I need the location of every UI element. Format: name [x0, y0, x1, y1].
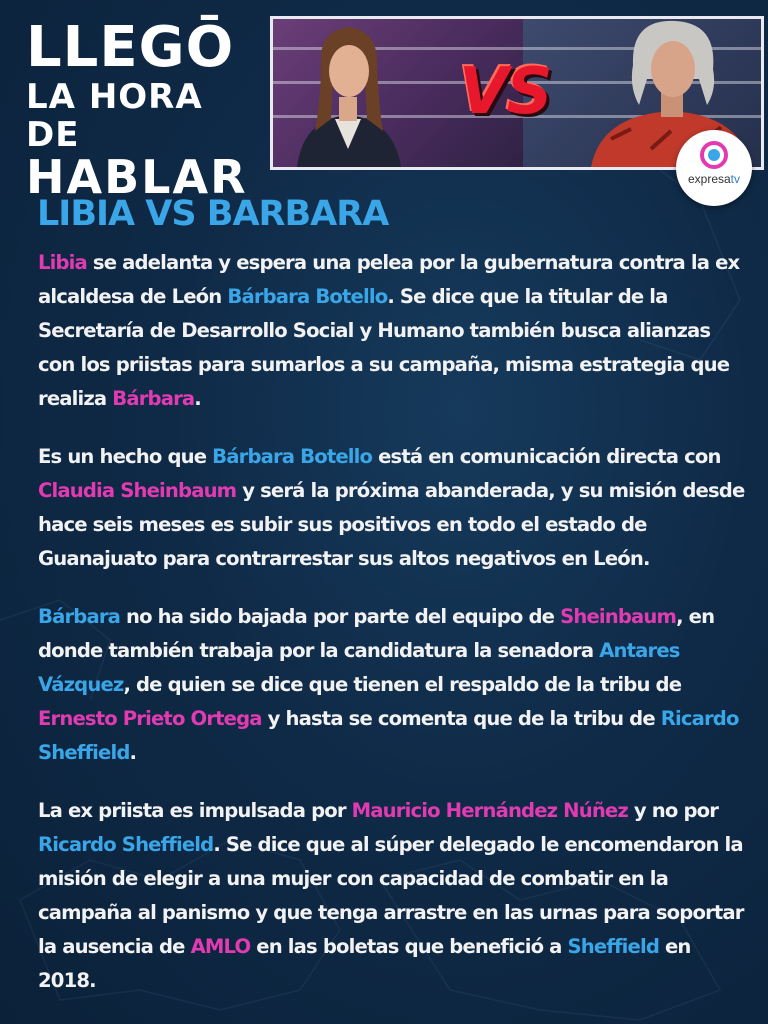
body-text: se adelanta y espera una pelea por la gubernatura contra la ex alcaldesa de León	[38, 251, 740, 308]
paragraph-1	[38, 246, 750, 416]
badge-wordmark	[676, 172, 752, 186]
paragraph-4	[38, 794, 750, 998]
body-text: está en comunicación directa con	[372, 445, 721, 468]
highlight-name: AMLO	[190, 935, 251, 958]
paragraph-2	[38, 440, 750, 576]
body-text: no ha sido bajada por parte del equipo de	[120, 605, 561, 628]
article-body	[38, 246, 750, 1022]
badge-brand: expresa	[687, 172, 731, 186]
highlight-name: Ricardo Sheffield	[38, 833, 214, 856]
expresa-tv-logo	[676, 130, 752, 206]
highlight-name: Ricardo Sheffield	[38, 707, 739, 764]
vs-label: VS	[459, 55, 551, 129]
logo-line-2: LA HORA DE	[26, 77, 203, 155]
body-text: y será la próxima abanderada, y su misión desde hace seis meses es subir sus positivos en todo el estado de Guanajuato para contrarrestar sus altos negativos en León.	[38, 479, 745, 570]
body-text: y hasta se comenta que de la tribu de	[261, 707, 661, 730]
body-text: , de quien se dice que tienen el respaldo de la tribu de	[123, 673, 682, 696]
body-text: en 2018.	[38, 935, 691, 992]
highlight-name: Sheffield	[567, 935, 660, 958]
highlight-name: Bárbara Botello	[227, 285, 388, 308]
badge-brand-suffix: tv	[730, 172, 741, 186]
body-text: .	[129, 741, 137, 764]
article-title: LIBIA VS BARBARA	[37, 194, 389, 234]
body-text: y no por	[627, 799, 719, 822]
highlight-name: Sheinbaum	[560, 605, 677, 628]
body-text: Es un hecho que	[38, 445, 213, 468]
highlight-name: Bárbara	[38, 605, 121, 628]
highlight-name: Libia	[38, 251, 87, 274]
highlight-name: Bárbara Botello	[212, 445, 373, 468]
show-logo	[26, 15, 256, 204]
highlight-name: Bárbara	[112, 387, 195, 410]
highlight-name: Antares Vázquez	[38, 639, 680, 696]
body-text: .	[194, 387, 201, 410]
brand-mark-icon	[698, 140, 730, 170]
body-text: en las boletas que benefició a	[250, 935, 568, 958]
highlight-name: Mauricio Hernández Núñez	[351, 799, 628, 822]
highlight-name: Claudia Sheinbaum	[38, 479, 237, 502]
body-text: La ex priista es impulsada por	[38, 799, 352, 822]
paragraph-3	[38, 600, 750, 770]
body-text: , en donde también trabaja por la candidatura la senadora	[38, 605, 715, 662]
highlight-name: Ernesto Prieto Ortega	[38, 707, 262, 730]
left-portrait-image	[283, 19, 413, 167]
body-text: . Se dice que al súper delegado le encomendaron la misión de elegir a una mujer con capacidad de combatir en la campaña al panismo y que tenga arrastre en las urnas para soportar la ausencia de	[38, 833, 744, 958]
logo-line-3: HABLAR	[26, 150, 248, 204]
body-text: . Se dice que la titular de la Secretaría de Desarrollo Social y Humano también busca alianzas con los priistas para sumarlos a su campaña, misma estrategia que realiza	[38, 285, 730, 410]
logo-line-1: LLEGŌ	[26, 15, 235, 80]
